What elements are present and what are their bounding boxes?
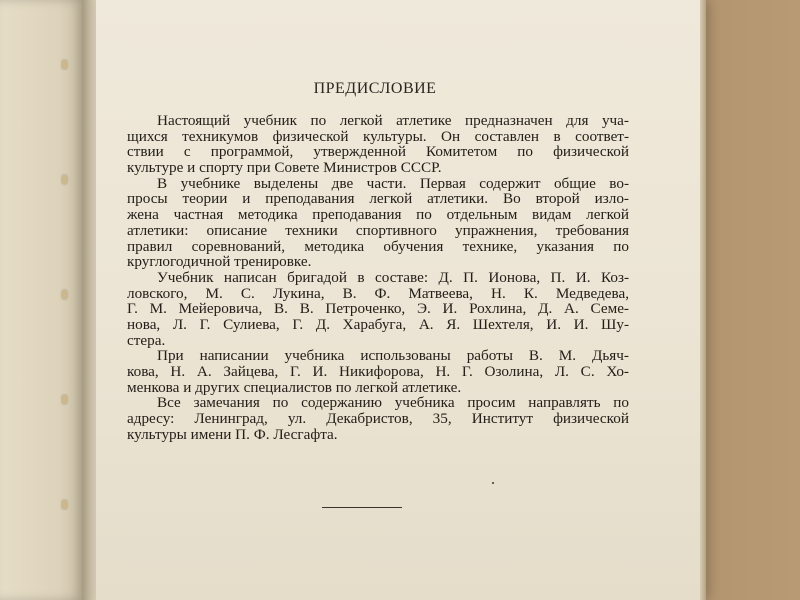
text-line: Все замечания по содержанию учебника просим направлять по [157,394,629,412]
closing-rule [322,507,402,508]
text-line: правил соревнований, методика обучения технике, указания по [127,237,629,255]
text-line: менкова и других специалистов по легкой атлетике. [127,378,462,396]
text-line: круглогодичной тренировке. [127,253,312,271]
text-line: кова, Н. А. Зайцева, Г. И. Никифорова, Н. Г. Озолина, Л. С. Хо- [127,363,629,380]
text-line: просы теории и преподавания легкой атлетики. Во второй изло- [127,190,629,208]
binding-stitch [62,60,67,69]
paragraph [127,113,629,176]
binding-stitch [62,395,67,404]
text-line: щихся техникумов физической культуры. Он составлен в соответ- [127,127,629,145]
text-line: В учебнике выделены две части. Первая содержит общие во- [157,174,629,192]
text-line: При написании учебника использованы работы В. М. Дьяч- [157,347,629,365]
text-line: Настоящий учебник по легкой атлетике предназначен для уча- [157,112,629,129]
text-line: жена частная методика преподавания по отдельным видам легкой [127,206,629,224]
text-line: адресу: Ленинград, ул. Декабристов, 35, Институт физической [127,410,629,428]
text-line: атлетики: описание техники спортивного упражнения, требования [127,221,629,239]
page-heading: ПРЕДИСЛОВИЕ [313,80,437,97]
binding-stitch [62,290,67,299]
text-line: ловского, М. С. Лукина, В. Ф. Матвеева, Н. К. Медведева, [127,284,629,302]
text-line: нова, Л. Г. Сулиева, Г. Д. Харабуга, А. Я. Шехтеля, И. И. Шу- [127,315,629,333]
binding-stitch [62,175,67,184]
ink-speck [492,482,494,484]
binding-stitch [62,500,67,509]
text-line: стера. [127,331,166,349]
left-page [0,0,84,600]
paragraph [127,176,629,270]
text-line: Учебник написан бригадой в составе: Д. П. Ионова, П. И. Коз- [157,268,629,286]
text-line: культуры имени П. Ф. Лесгафта. [127,425,338,443]
paragraph [127,348,629,395]
text-line: Г. М. Мейеровича, В. В. Петроченко, Э. И. Рохлина, Д. А. Семе- [127,300,629,318]
paragraph [127,270,629,348]
body-text [127,113,629,442]
text-line: культуре и спорту при Совете Министров СССР. [127,159,442,177]
page-edge [700,0,706,600]
text-line: ствии с программой, утвержденной Комитетом по физической [127,143,629,161]
paragraph [127,395,629,442]
